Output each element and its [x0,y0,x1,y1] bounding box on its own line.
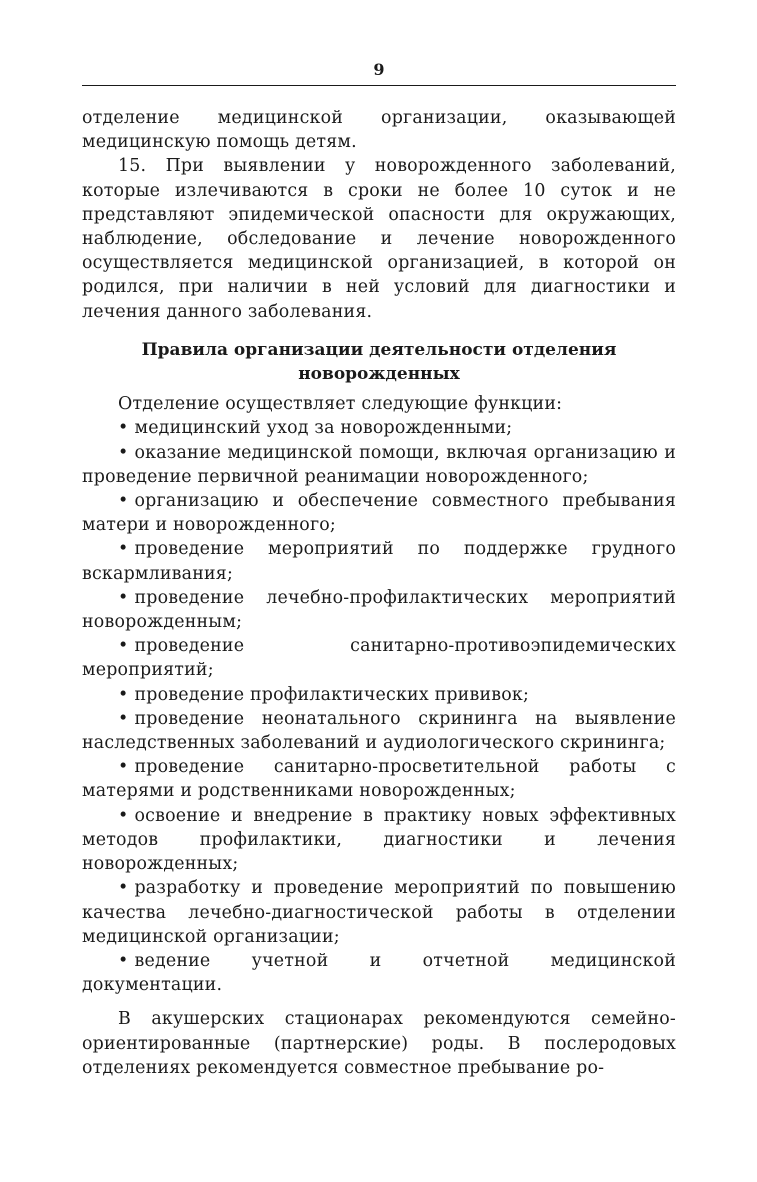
list-item [82,683,676,707]
final-paragraph: В акушерских стационарах рекомендуются семейно-ориентированные (партнерские) роды. В послеродовых отделениях рекомендуется совместное пребывание ро- [82,1009,676,1078]
list-item [82,804,676,877]
list-item-text: оказание медицинской помощи, включая организацию и проведение первичной реанимации новорожденного; [82,442,676,487]
section-heading: Правила организации деятельности отделения новорожденных [141,339,617,385]
functions-intro: Отделение осуществляет следующие функции: [118,394,563,415]
list-item-text: организацию и обеспечение совместного пребывания матери и новорожденного; [82,491,676,536]
bullet-icon: • [118,878,129,899]
bullet-icon: • [118,491,129,512]
list-item-text: проведение мероприятий по поддержке грудного вскармливания; [82,539,676,584]
list-item [82,634,676,682]
list-item-text: проведение санитарно-просветительной работы с матерями и родственниками новорожденных; [82,757,676,802]
list-item [82,441,676,489]
list-item-text: ведение учетной и отчетной медицинской документации. [82,950,676,996]
page-number: 9 [373,60,385,79]
bullet-icon: • [118,950,129,971]
list-item [82,707,676,755]
list-item [82,586,676,634]
bullet-icon: • [118,418,129,439]
bullet-icon: • [118,708,129,729]
list-item-text: проведение лечебно-профилактических мероприятий новорожденным; [82,587,676,633]
header-divider [82,85,676,86]
list-item [82,949,676,997]
item-15-paragraph: 15. При выявлении у новорожденного заболеваний, которые излечиваются в сроки не более 10 суток и не представляют эпидемической опасности для окружающих, наблюдение, обследование и лечение новорожденного осуществляется медицинской организацией, в которой он родился, при наличии в ней условий для диагностики и лечения данного заболевания. [82,156,676,322]
bullet-icon: • [118,636,129,657]
bullet-icon: • [118,757,129,778]
list-item-text: проведение санитарно-противоэпидемических мероприятий; [82,636,676,681]
list-item-text: проведение профилактических прививок; [134,684,530,705]
bullet-icon: • [118,539,129,560]
list-item-text: медицинский уход за новорожденными; [134,418,513,439]
list-item-text: разработку и проведение мероприятий по повышению качества лечебно-диагностической работы в отделении медицинской организации; [82,878,676,947]
list-item-text: проведение неонатального скрининга на выявление наследственных заболеваний и аудиологического скрининга; [82,708,676,754]
bullet-icon: • [118,805,129,826]
list-item [82,876,676,949]
functions-list [82,416,676,997]
list-item [82,489,676,537]
list-item [82,416,676,440]
bullet-icon: • [118,684,129,705]
bullet-icon: • [118,442,129,463]
list-item [82,537,676,585]
list-item [82,755,676,803]
intro-paragraph: отделение медицинской организации, оказывающей медицинскую помощь детям. [82,108,676,153]
document-page [82,58,676,1080]
bullet-icon: • [118,587,129,608]
list-item-text: освоение и внедрение в практику новых эффективных методов профилактики, диагностики и лечения новорожденных; [82,805,676,875]
